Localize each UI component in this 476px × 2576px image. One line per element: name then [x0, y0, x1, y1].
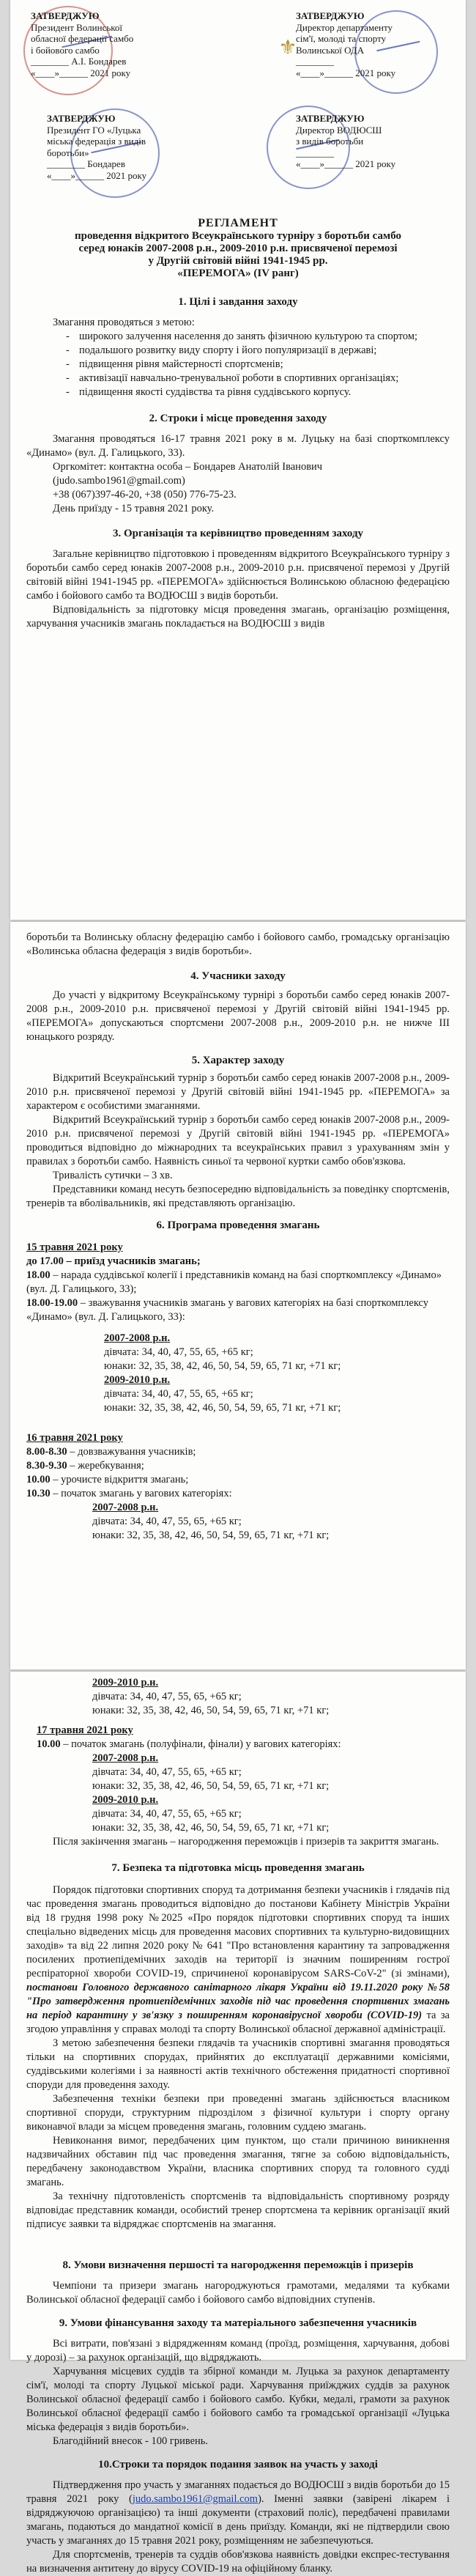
coat-of-arms-icon: ⚜: [278, 37, 297, 59]
page-1: [10, 0, 466, 920]
section-heading: 8. Умови визначення першості та нагородження переможців і призерів: [62, 2259, 414, 2271]
email-link[interactable]: judo.sambo1961@gmail.com: [132, 2493, 259, 2505]
approval-block-4: ЗАТВЕРДЖУЮ Директор ВОДЮСШ з видів боротьби ________ «____»______ 2021 року: [296, 113, 396, 169]
page-2-body: боротьби та Волинську обласну федерацію самбо і бойового самбо, громадську організацію «Волинська обласна федерація з видів боротьби». 4. Учасники заходу До участі у відкритому Всеукраїнському турнірі з боротьби самбо серед юнаків 2007-2008 р.н., 2009-2010 р.н. присвяченої перемозі у Другій світовій війні 1941-1945 рр. «ПЕРЕМОГА» допускаються спортсмени 2007-2008 р.н., 2009-2010 р.н. не нижче ІІІ юнацького розряду. 5. Характер заходу Відкритий Всеукраїнський турнір з боротьби самбо серед юнаків 2007-2008 р.н., 2009-2010 р.н. присвяченої перемозі у Другій світовій війні 1941-1945 рр. «ПЕРЕМОГА» за характером є особистими змаганнями. Відкритий Всеукраїнський турнір з боротьби самбо серед юнаків 2007-2008 р.н., 2009-2010 р.н. присвяченої перемозі у Другій світовій війні 1941-1945 рр. «ПЕРЕМОГА» проводиться відповідно до міжнародних та всеукраїнських правил з урахуванням змін у правилах з боротьби самбо. Наявність синьої та червоної куртки самбо обов'язкова. Тривалість сутички – 3 хв. Представники команд несуть безпосередню відповідальність за поведінку спортсменів, тренерів та вболівальників, які представляють організацію. 6. Програма проведення змагань 15 травня 2021 року до 17.00 – приїзд учасників змагань; 18.00 – нарада суддівської колегії і представників команд на базі спорткомплексу «Динамо» (вул. Д. Галицького, 33); 18.00-19.00 – зважування учасників змагань у вагових категоріях на базі спорткомплексу «Динамо» (вул. Д. Галицького, 33): 2007-2008 р.н. дівчата: 34, 40, 47, 55, 65, +65 кг; юнаки: 32, 35, 38, 42, 46, 50, 54, 59, 65, 71 кг, +71 кг; 2009-2010 р.н. дівчата: 34, 40, 47, 55, 65, +65 кг; юнаки: 32, 35, 38, 42, 46, 50, 54, 59, 65, 71 кг, +71 кг; 16 травня 2021 року 8.00-8.30 – довзважування учасників; 8.30-9.30 – жеребкування; 10.00 – урочисте відкриття змагань; 10.30 – початок змагань у вагових категоріях: 2007-2008 р.н. дівчата: 34, 40, 47, 55, 65, +65 кг; юнаки: 32, 35, 38, 42, 46, 50, 54, 59, 65, 71 кг, +71 кг;: [26, 931, 450, 1541]
schedule-date: 15 травня 2021 року: [26, 1241, 123, 1253]
section-heading: 10.Строки та порядок подання заявок на участь у заході: [98, 2459, 378, 2470]
title-line: серед юнаків 2007-2008 р.н., 2009-2010 р.н. присвяченої перемозі: [78, 243, 398, 254]
title-line: у Другій світовій війні 1941-1945 рр.: [148, 255, 328, 267]
section-heading: 9. Умови фінансування заходу та матеріального забезпечення учасників: [59, 2317, 417, 2329]
title-line: проведення відкритого Всеукраїнського турніру з боротьби самбо: [74, 230, 402, 242]
schedule-date: 17 травня 2021 року: [37, 1724, 133, 1736]
schedule-date: 16 травня 2021 року: [26, 1432, 123, 1444]
section-heading: 1. Цілі і завдання заходу: [178, 296, 298, 308]
approval-block-1: ЗАТВЕРДЖУЮ Президент Волинської обласної федерації самбо і бойового самбо ________ А.І. Бондарев «____»______ 2021 року: [31, 10, 134, 78]
list-item: - подальшого розвитку виду спорту і його популяризації в державі;: [79, 344, 450, 358]
page-1-body: РЕГЛАМЕНТ проведення відкритого Всеукраїнського турніру з боротьби самбо серед юнаків 2007-2008 р.н., 2009-2010 р.н. присвяченої перемозі у Другій світовій війні 1941-1945 рр. «ПЕРЕМОГА» (IV ранг) 1. Цілі і завдання заходу Змагання проводяться з метою: - широкого залучення населення до занять фізичною культурою та спортом; - подальшого розвитку виду спорту і його популяризації в державі; - підвищення рівня майстерності спортсменів; - активізації навчально-тренувальної роботи в спортивних організаціях; - підвищення якості суддівства та рівня суддівського корпусу. 2. Строки і місце проведення заходу Змагання проводяться 16-17 травня 2021 року в м. Луцьку на базі спорткомплексу «Динамо» (вул. Д. Галицького, 33). Оргкомітет: контактна особа – Бондарев Анатолій Іванович (judo.sambo1961@gmail.com) +38 (067)397-46-20, +38 (050) 776-75-23. День приїзду - 15 травня 2021 року. 3. Організація та керівництво проведенням заходу Загальне керівництво підготовкою і проведенням відкритого Всеукраїнського турніру з боротьби самбо серед юнаків 2007-2008 р.н., 2009-2010 р.н. присвяченої перемозі у Другій світовій війні 1941-1945 рр. «ПЕРЕМОГА» здійснюється Волинською обласною федерацією самбо і бойового самбо та ВОДЮСШ з видів боротьби. Відповідальність за підготовку місця проведення змагань, організацію розміщення, харчування учасників змагань покладається на ВОДЮСШ з видів: [26, 217, 450, 631]
section-heading: 2. Строки і місце проведення заходу: [149, 413, 327, 424]
approval-block-2: ЗАТВЕРДЖУЮ Директор департаменту сім'ї, молоді та спорту Волинської ОДА ________ «____»______ 2021 року: [296, 10, 396, 78]
section-heading: 7. Безпека та підготовка місць проведення змагань: [111, 1862, 365, 1874]
approval-block-3: ЗАТВЕРДЖУЮ Президент ГО «Луцька міська федерація з видів боротьби» ________ Бондарев «____»______ 2021 року: [47, 113, 147, 181]
title-line: «ПЕРЕМОГА» (IV ранг): [177, 267, 299, 279]
list-item: - підвищення якості суддівства та рівня суддівського корпусу.: [79, 385, 450, 399]
section-heading: 5. Характер заходу: [191, 1055, 285, 1066]
goals-list: [26, 330, 450, 399]
list-item: - активізації навчально-тренувальної роботи в спортивних організаціях;: [79, 372, 450, 385]
list-item: - підвищення рівня майстерності спортсменів;: [79, 358, 450, 372]
page-3: [10, 1672, 466, 2575]
list-item: - широкого залучення населення до занять фізичною культурою та спортом;: [79, 330, 450, 344]
document-title: РЕГЛАМЕНТ: [198, 217, 278, 229]
section-heading: 4. Учасники заходу: [190, 970, 286, 982]
page-3-body: 2009-2010 р.н. дівчата: 34, 40, 47, 55, 65, +65 кг; юнаки: 32, 35, 38, 42, 46, 50, 54, 59, 65, 71 кг, +71 кг; 17 травня 2021 року 10.00 – початок змагань (полуфінали, фінали) у вагових категоріях: 2007-2008 р.н. дівчата: 34, 40, 47, 55, 65, +65 кг; юнаки: 32, 35, 38, 42, 46, 50, 54, 59, 65, 71 кг, +71 кг; 2009-2010 р.н. дівчата: 34, 40, 47, 55, 65, +65 кг; юнаки: 32, 35, 38, 42, 46, 50, 54, 59, 65, 71 кг, +71 кг; Після закінчення змагань – нагородження переможців і призерів та закриття змагань. 7. Безпека та підготовка місць проведення змагань Порядок підготовки спортивних споруд та дотримання безпеки учасників і глядачів під час проведення змагань проводиться відповідно до постанови Кабінету Міністрів України від 18 грудня 1998 року №2025 «Про порядок підготовки спортивних споруд та інших спеціально відведених місць для проведення масових спортивних та культурно-видовищних заходів» та від 22 липня 2020 року № 641 "Про встановлення карантину та запровадження посилених протиепідемічних заходів на території із значним поширенням гострої респіраторної хвороби COVID-19, спричиненої коронавірусом SARS-CoV-2" (зі змінами), постанови Головного державного санітарного лікаря України від 19.11.2020 року №58 "Про затвердження протиепідемічних заходів під час проведення спортивних змагань на період карантину у зв'язку з поширенням коронавірусної хвороби (COVID-19) та за згодою управління у справах молоді та спорту Волинської обласної державної адміністрації. З метою забезпечення безпеки глядачів та учасників спортивні змагання проводяться тільки на спортивних спорудах, прийнятих до експлуатації державними комісіями, суддівськими колегіями і за наявності актів технічного обстеження придатності спортивної споруди для проведення заходу. Забезпечення техніки безпеки при проведенні змагань здійснюється власником спортивної споруди, структурним підрозділом з фізичної культури і спорту органу виконавчої влади за місцем проведення змагань, головним суддею змагань. Невиконання вимог, передбачених цим пунктом, що стали причиною виникнення надзвичайних обставин під час проведення змагання, тягне за собою відповідальність, передбачену законодавством України, власника спортивних споруд та головного судді змагань. За технічну підготовленість спортсменів та відповідальність спортивному розряду відповідає представник команди, особистий тренер спортсмена та керівник організації який підписує заявки та відряджає спортсменів на змагання. 8. Умови визначення першості та нагородження переможців і призерів Чемпіони та призери змагань нагороджуються грамотами, медалями та кубками Волинської обласної федерації самбо і бойового самбо відповідних ступенів. 9. Умови фінансування заходу та матеріального забезпечення учасників Всі витрати, пов'язані з відрядженням команд (проїзд, розміщення, харчування, добові у дорозі) – за рахунок організацій, що відряджають. Харчування місцевих суддів та збірної команди м. Луцька за рахунок департаменту сім'ї, молоді та спорту Луцької міської ради. Харчування приїжджих суддів за рахунок Волинської обласної федерації самбо і бойового самбо. Кубки, медалі, грамоти за рахунок Волинської обласної федерації самбо і бойового самбо та громадської організації «Луцька міська федерація з видів боротьби». Благодійний внесок - 100 гривень. 10.Строки та порядок подання заявок на участь у заході Підтвердження про участь у змаганнях подається до ВОДЮСШ з видів боротьби до 15 травня 2021 року (judo.sambo1961@gmail.com). Іменні заявки (завірені лікарем і відряджуючою організацією) та інші документи (страховий поліс), передбачені правилами змагань, подаються до мандатної комісії в день приїзду. Команди, які не підтвердили свою участь у змаганнях до 15 травня 2021 року, розміщенням не забезпечуються. Для спортсменів, тренерів та суддів обов'язкова наявність довідки експрес-тестування на визначення антитену до вірусу COVID-19 на офіційному бланку.: [26, 1677, 450, 2575]
page-2: [10, 922, 466, 1669]
section-heading: 6. Програма проведення змагань: [156, 1219, 320, 1231]
section-heading: 3. Організація та керівництво проведенням заходу: [112, 528, 364, 539]
